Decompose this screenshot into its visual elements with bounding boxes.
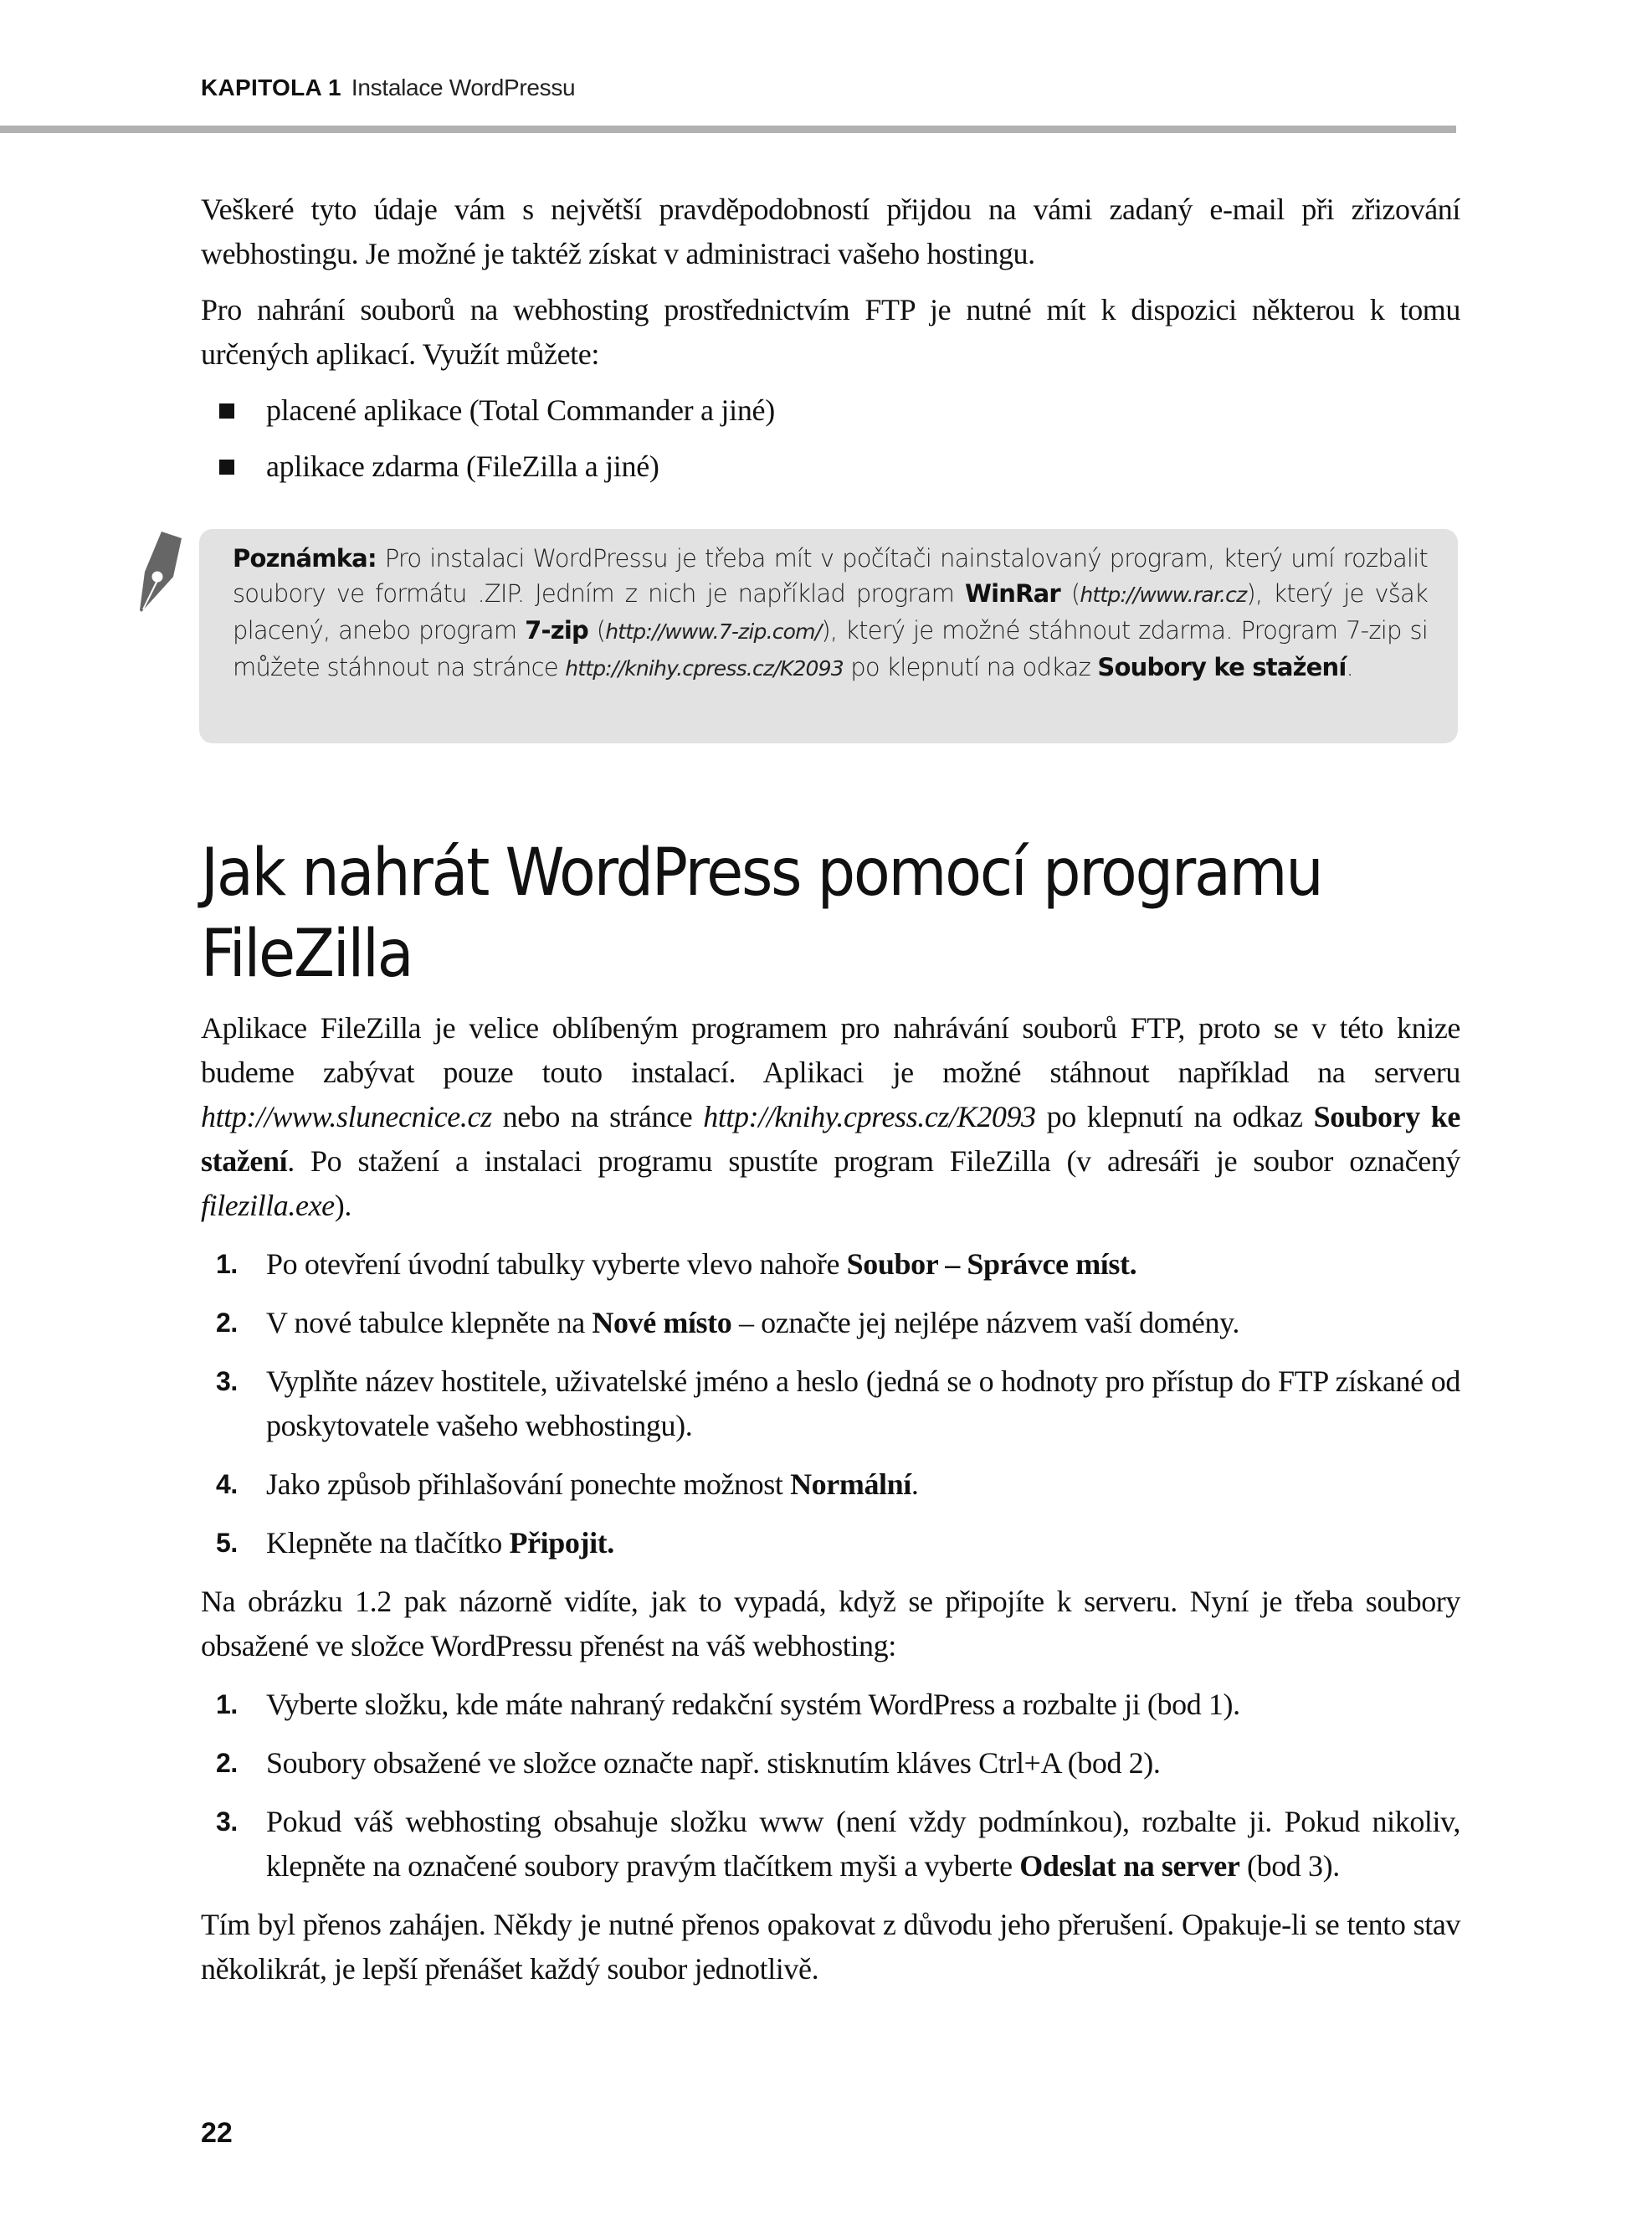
downloads-link-name: Soubory ke stažení <box>1097 653 1347 681</box>
list-item: 3. Vyplňte název hostitele, uživatelské jméno a heslo (jedná se o hodnoty pro přístup do FTP získané od poskytovatele vašeho webhostingu). <box>216 1364 1460 1442</box>
winrar-url-link[interactable]: http://www.rar.cz <box>1080 583 1247 607</box>
list-item: 2. V nové tabulce klepněte na Nové místo – označte jej nejlépe názvem vaší domény. <box>216 1306 1239 1339</box>
intro-section <box>201 188 1460 489</box>
downloads-link-name: Soubory ke stažení <box>201 1100 1460 1178</box>
list-item: 5. Klepněte na tlačítko Připojit. <box>216 1526 614 1560</box>
chapter-label: KAPITOLA 1 <box>201 75 341 100</box>
slunecnice-url-link[interactable]: http://www.slunecnice.cz <box>201 1100 492 1133</box>
page-number: 22 <box>201 2117 233 2149</box>
sevenzip-url-link[interactable]: http://www.7-zip.com/ <box>605 619 822 644</box>
running-head <box>201 74 575 103</box>
square-bullet-icon <box>219 403 234 419</box>
list-item: 4. Jako způsob přihlašování ponechte možnost Normální. <box>216 1467 919 1501</box>
winrar-name: WinRar <box>964 579 1060 608</box>
cpress-url-link[interactable]: http://knihy.cpress.cz/K2093 <box>703 1100 1036 1133</box>
note-label: Poznámka: <box>233 544 377 573</box>
download-url-link[interactable]: http://knihy.cpress.cz/K2093 <box>565 656 844 681</box>
applications-bullet-list <box>201 388 1460 489</box>
filename: filezilla.exe <box>201 1189 335 1222</box>
section-paragraph-2: Na obrázku 1.2 pak názorně vidíte, jak to vypadá, když se připojíte k serveru. Nyní je třeba soubory obsažené ve složce WordPressu přenést na váš webhosting: <box>201 1585 1460 1662</box>
connect-steps-list <box>201 1242 1460 1565</box>
list-item: 1. Vyberte složku, kde máte nahraný redakční systém WordPress a rozbalte ji (bod 1). <box>216 1688 1240 1721</box>
section-body <box>201 1006 1460 1991</box>
list-item: 3. Pokud váš webhosting obsahuje složku www (není vždy podmínkou), rozbalte ji. Pokud nikoliv, klepněte na označené soubory pravým tlačítkem myši a vyberte Odeslat na server (bod 3). <box>216 1805 1460 1883</box>
list-item: 2. Soubory obsažené ve složce označte např. stisknutím kláves Ctrl+A (bod 2). <box>216 1746 1161 1780</box>
pen-nib-icon <box>136 530 183 614</box>
section-heading: Jak nahrát WordPress pomocí programu FileZilla <box>201 835 1322 992</box>
bullet-item: aplikace zdarma (FileZilla a jiné) <box>201 444 1460 489</box>
note-box <box>199 529 1458 743</box>
section-paragraph-1: Aplikace FileZilla je velice oblíbeným programem pro nahrávání souborů FTP, proto se v této knize budeme zabývat pouze touto instalací. Aplikaci je možné stáhnout například na serveru http://www.slunecnice.cz nebo na stránce http://knihy.cpress.cz/K2093 po klepnutí na odkaz Soubory ke stažení. Po stažení a instalaci programu spustíte program FileZilla (v adresáři je soubor označený filezilla.exe). <box>201 1011 1460 1222</box>
chapter-title: Instalace WordPressu <box>351 75 576 100</box>
square-bullet-icon <box>219 460 234 475</box>
sevenzip-name: 7-zip <box>525 616 588 645</box>
section-paragraph-3: Tím byl přenos zahájen. Někdy je nutné přenos opakovat z důvodu jeho přerušení. Opakuje-li se tento stav několikrát, je lepší přenášet každý soubor jednotlivě. <box>201 1908 1460 1986</box>
header-rule-divider <box>0 126 1456 133</box>
upload-steps-list <box>201 1683 1460 1888</box>
bullet-item: placené aplikace (Total Commander a jiné) <box>201 388 1460 433</box>
note-text: Poznámka: Pro instalaci WordPressu je třeba mít v počítači nainstalovaný program, který umí rozbalit soubory ve formátu .ZIP. Jedním z nich je například program WinRar (http://www.rar.cz), který je však placený, anebo program 7-zip (http://www.7-zip.com/), který je možné stáhnout zdarma. Program 7-zip si můžete stáhnout na stránce http://knihy.cpress.cz/K2093 po klepnutí na odkaz Soubory ke stažení. <box>233 544 1429 681</box>
list-item: 1. Po otevření úvodní tabulky vyberte vlevo nahoře Soubor – Správce míst. <box>216 1247 1137 1281</box>
intro-paragraph-2: Pro nahrání souborů na webhosting prostřednictvím FTP je nutné mít k dispozici některou k tomu určených aplikací. Využít můžete: <box>201 293 1460 371</box>
intro-paragraph-1: Veškeré tyto údaje vám s největší pravděpodobností přijdou na vámi zadaný e-mail při zřizování webhostingu. Je možné je taktéž získat v administraci vašeho hostingu. <box>201 193 1460 270</box>
